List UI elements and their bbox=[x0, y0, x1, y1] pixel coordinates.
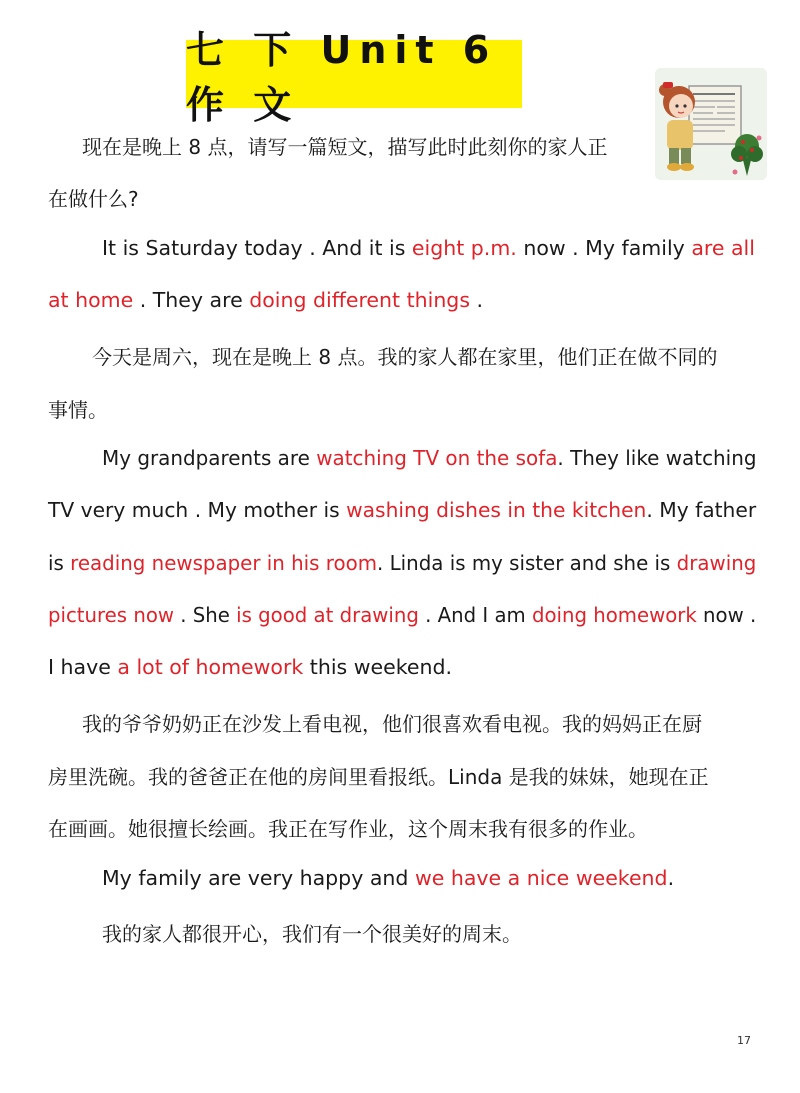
key-phrase: doing homework bbox=[531, 603, 697, 627]
text: . Linda is my sister and she is bbox=[377, 551, 677, 575]
prompt-line-1: 现在是晚上 8 点，请写一篇短文，描写此时此刻你的家人正 bbox=[82, 135, 608, 159]
text: It is Saturday today . And it is bbox=[102, 236, 412, 260]
text: . And I am bbox=[418, 603, 532, 627]
key-phrase: a lot of homework bbox=[117, 655, 304, 679]
p2-line-4 bbox=[48, 603, 756, 627]
text: is bbox=[48, 551, 71, 575]
key-phrase: drawing bbox=[676, 551, 757, 575]
p2-line-3 bbox=[48, 551, 756, 575]
prompt-line-2: 在做什么? bbox=[48, 187, 139, 211]
text: . They like watching bbox=[557, 446, 757, 470]
p3-line-1 bbox=[102, 866, 674, 890]
key-phrase: pictures now bbox=[48, 603, 174, 627]
text: My grandparents are bbox=[102, 446, 317, 470]
p2-cn-line-3: 在画画。她很擅长绘画。我正在写作业，这个周末我有很多的作业。 bbox=[48, 817, 648, 841]
key-phrase: is good at drawing bbox=[236, 603, 419, 627]
p2-cn-line-2: 房里洗碗。我的爸爸正在他的房间里看报纸。Linda 是我的妹妹，她现在正 bbox=[48, 765, 709, 789]
text: TV very much . My mother is bbox=[48, 498, 347, 522]
p2-cn-line-1: 我的爷爷奶奶正在沙发上看电视，他们很喜欢看电视。我的妈妈正在厨 bbox=[82, 712, 702, 736]
text: now . bbox=[696, 603, 757, 627]
key-phrase: are all bbox=[691, 236, 755, 260]
text: this weekend. bbox=[303, 655, 452, 679]
p2-line-5 bbox=[48, 655, 452, 679]
text: My family are very happy and bbox=[102, 866, 415, 890]
p1-cn-line-2: 事情。 bbox=[48, 398, 108, 422]
key-phrase: reading newspaper in his room bbox=[70, 551, 378, 575]
title-highlight bbox=[186, 28, 522, 127]
p1-cn-line-1: 今天是周六，现在是晚上 8 点。我的家人都在家里，他们正在做不同的 bbox=[92, 345, 718, 369]
p2-line-2 bbox=[48, 498, 756, 522]
text: I have bbox=[48, 655, 118, 679]
page-title: 七 下 Unit 6 作 文 bbox=[186, 28, 498, 127]
text: . My father bbox=[646, 498, 757, 522]
text: . bbox=[667, 866, 675, 890]
girl-reading-newspaper-icon bbox=[655, 68, 767, 180]
key-phrase: doing different things bbox=[249, 288, 470, 312]
p3-cn-line-1: 我的家人都很开心，我们有一个很美好的周末。 bbox=[102, 922, 522, 946]
key-phrase: eight p.m. bbox=[411, 236, 517, 260]
text: . They are bbox=[133, 288, 250, 312]
p2-line-1 bbox=[102, 446, 756, 470]
text: . bbox=[470, 288, 484, 312]
key-phrase: we have a nice weekend bbox=[414, 866, 668, 890]
p1-line-1 bbox=[102, 236, 755, 260]
page-number: 17 bbox=[737, 1034, 751, 1047]
text: now . My family bbox=[516, 236, 692, 260]
key-phrase: washing dishes in the kitchen bbox=[346, 498, 647, 522]
key-phrase: at home bbox=[48, 288, 134, 312]
text: . She bbox=[173, 603, 237, 627]
key-phrase: watching TV on the sofa bbox=[316, 446, 558, 470]
p1-line-2 bbox=[48, 288, 483, 312]
